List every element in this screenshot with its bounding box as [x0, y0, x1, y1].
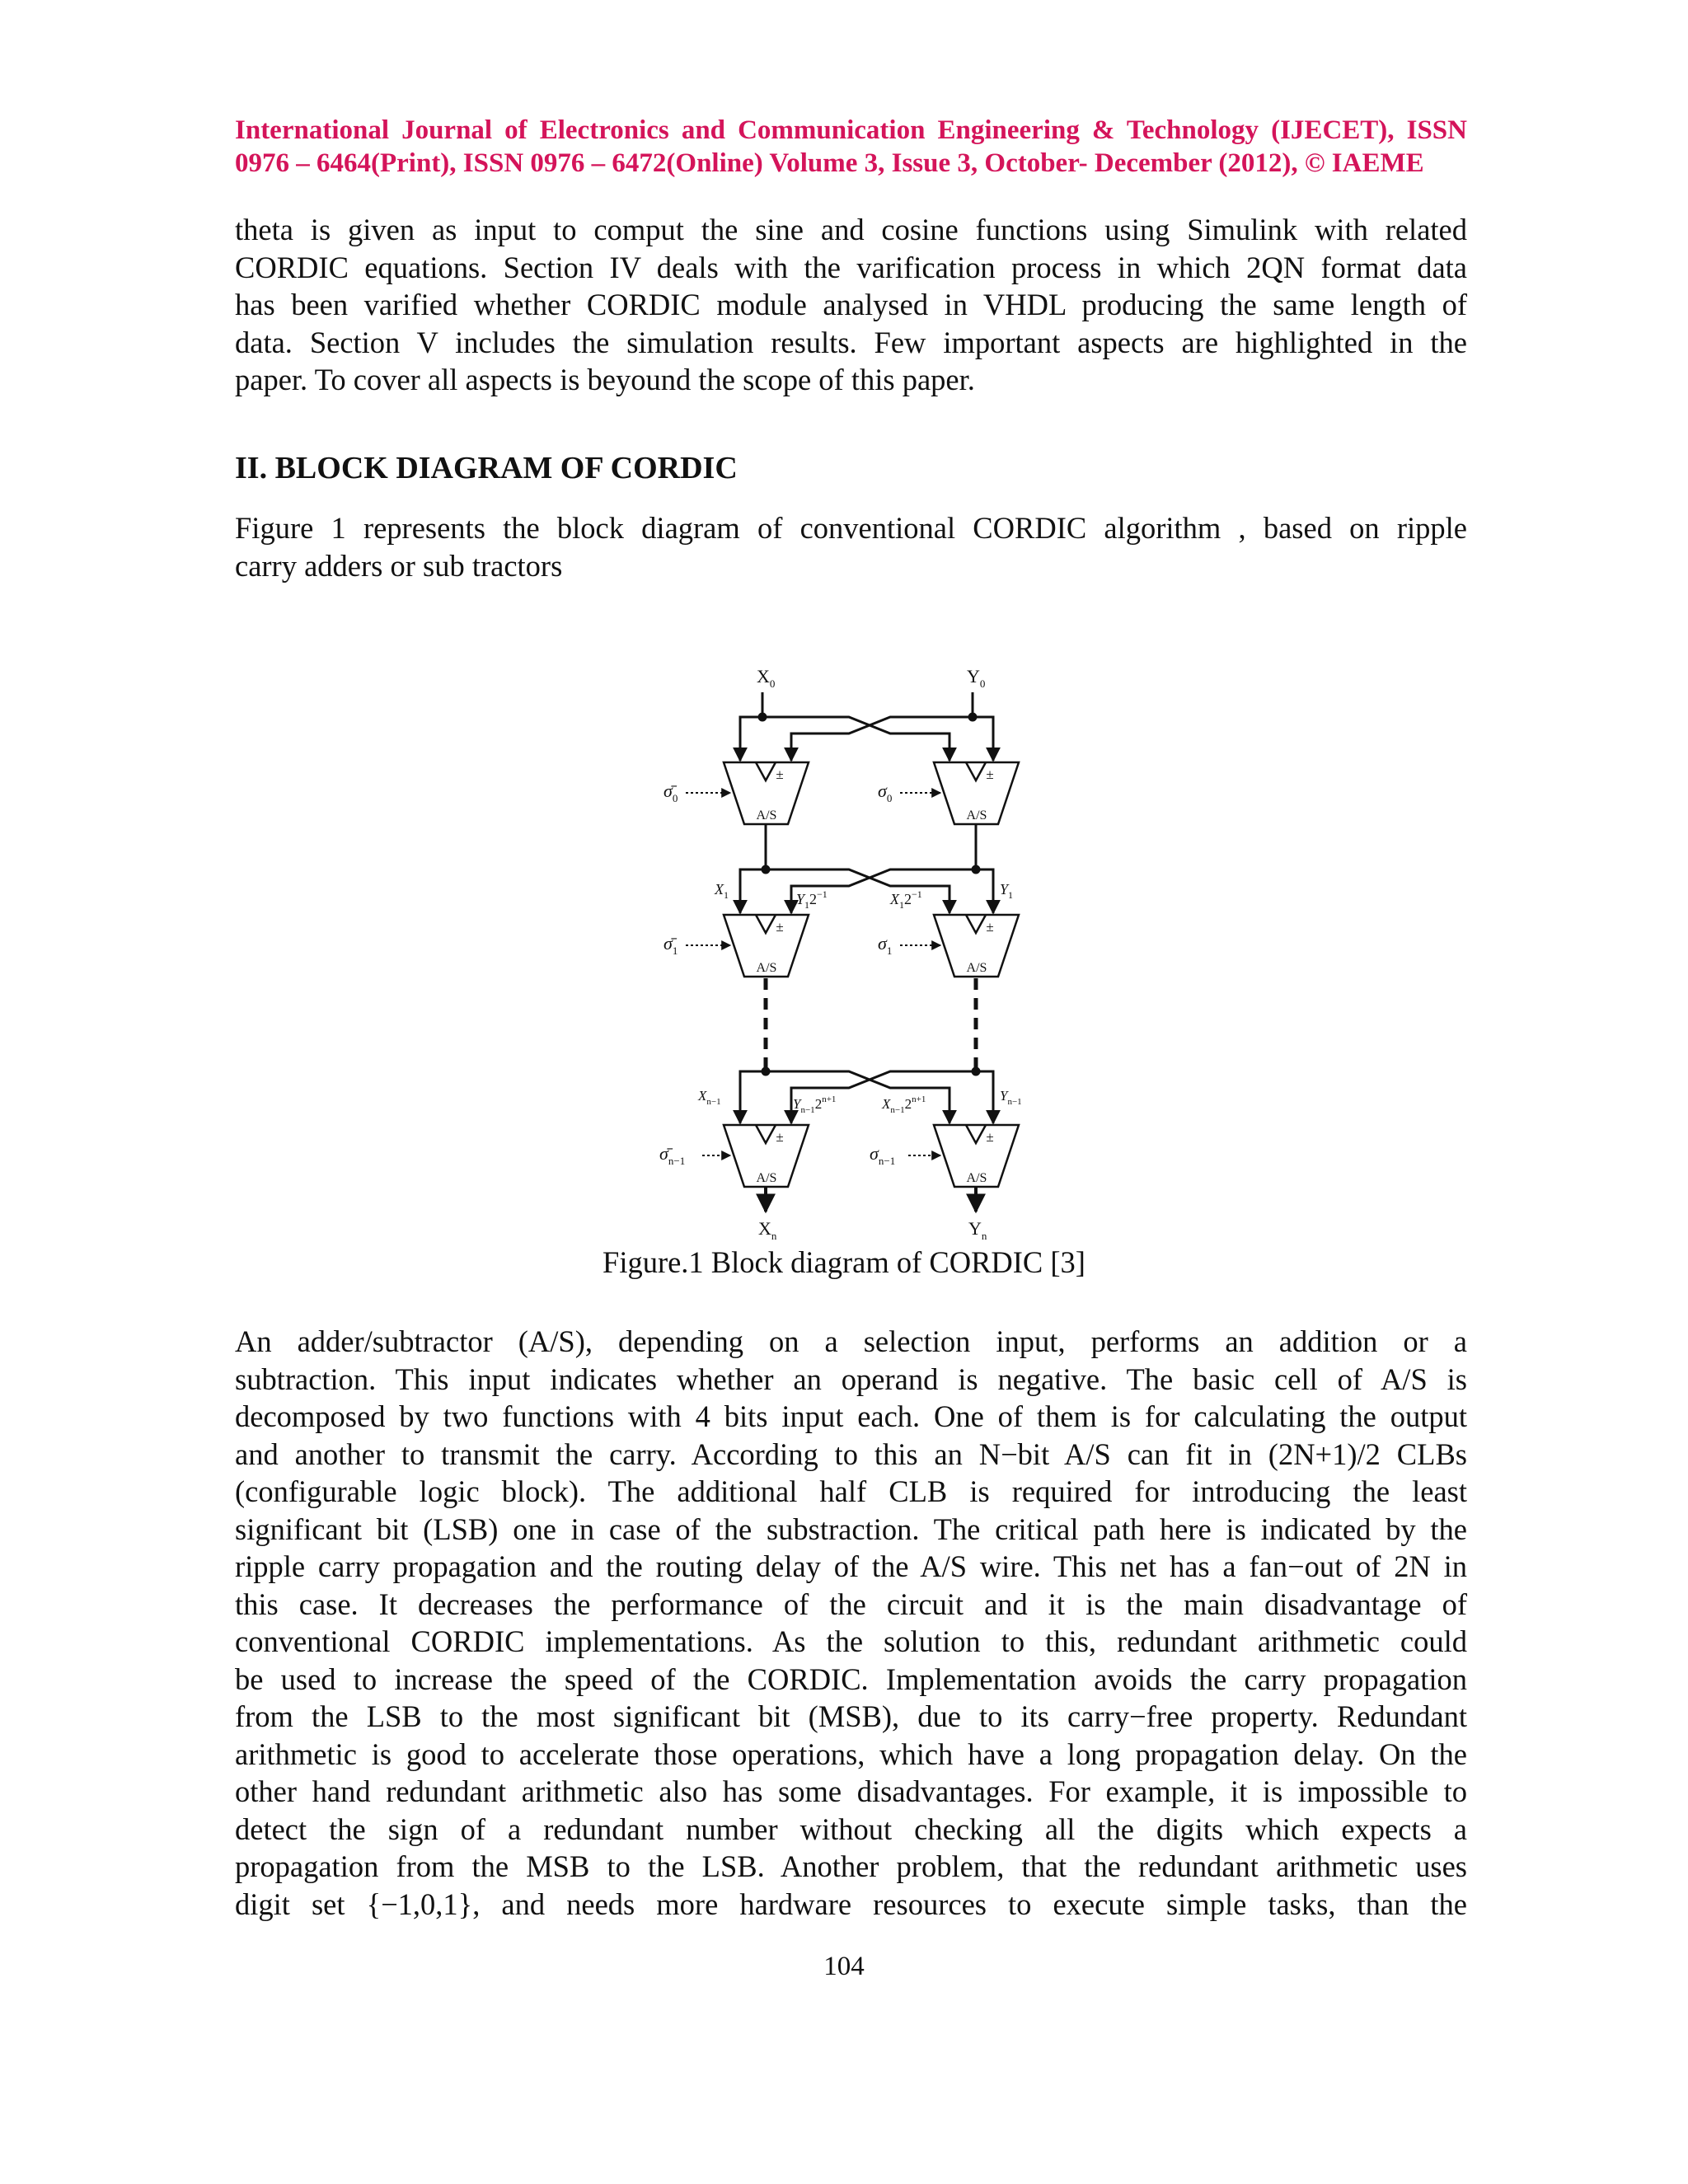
- as-block-label: A/S: [756, 961, 777, 975]
- body-line: propagation from the MSB to the LSB. Another problem, that the redundant arithmetic uses: [235, 1849, 1467, 1883]
- stage1-x-in-label: $X_1$: [715, 881, 729, 901]
- junction-dot: [758, 713, 767, 722]
- body-line: and another to transmit the carry. According to this an N−bit A/S can fit in (2N+1)/2 CLBs: [235, 1436, 1467, 1471]
- stagen-right-notch: [966, 1125, 986, 1143]
- stagen-left-notch: [756, 1125, 776, 1143]
- sigma-bar-0-label: $\sigmā_0$: [663, 780, 678, 804]
- y1-to-right-block: [976, 869, 993, 913]
- sigma-bar-n-label: $\sigmā_{n-1}$: [659, 1143, 686, 1167]
- intro-line: CORDIC equations. Section IV deals with the varification process in which 2QN format data: [235, 250, 1467, 284]
- body-line: from the LSB to the most significant bit (MSB), due to its carry−free property. Redundant: [235, 1699, 1467, 1733]
- body-line: this case. It decreases the performance of the circuit and it is the main disadvantage of: [235, 1586, 1467, 1621]
- junction-dot: [968, 713, 978, 722]
- as-block-label: A/S: [966, 808, 987, 823]
- sigma-n-label: $\sigma_{n-1}$: [870, 1143, 896, 1167]
- y0-to-right-block: [973, 717, 993, 761]
- body-line: decomposed by two functions with 4 bits input each. One of them is for calculating the output: [235, 1399, 1467, 1433]
- body-line: An adder/subtractor (A/S), depending on a selection input, performs an addition or a: [235, 1324, 1467, 1358]
- body-line: other hand redundant arithmetic also has some disadvantages. For example, it is impossible to: [235, 1774, 1467, 1808]
- stage0-left-notch: [756, 762, 776, 780]
- input-x0-label: $X_0$: [757, 666, 776, 690]
- body-line: be used to increase the speed of the CORDIC. Implementation avoids the carry propagation: [235, 1661, 1467, 1696]
- stage1-y-shift-label: $Y_12^{-1}$: [796, 888, 828, 911]
- yn1-to-right-block: [976, 1071, 993, 1123]
- body-line: conventional CORDIC implementations. As the solution to this, redundant arithmetic could: [235, 1624, 1467, 1658]
- pm-sign: ±: [986, 919, 994, 935]
- stage1-left-notch: [756, 915, 776, 933]
- cordic-block-diagram: [635, 655, 1063, 1240]
- body-line: subtraction. This input indicates whether an operand is negative. The basic cell of A/S is: [235, 1361, 1467, 1396]
- body-line: significant bit (LSB) one in case of the substraction. The critical path here is indicated by the: [235, 1511, 1467, 1546]
- figure-caption: Figure.1 Block diagram of CORDIC [3]: [603, 1245, 1085, 1279]
- header-line-2: 0976 – 6464(Print), ISSN 0976 – 6472(Online) Volume 3, Issue 3, October- December (2012), © IAEME: [235, 148, 1424, 178]
- junction-dot: [762, 1067, 771, 1076]
- intro-line: paper. To cover all aspects is beyound the scope of this paper.: [235, 363, 975, 396]
- section-intro-paragraph: [235, 509, 1467, 584]
- intro-paragraph: [235, 211, 1467, 399]
- body-line: digit set {−1,0,1}, and needs more hardware resources to execute simple tasks, than the: [235, 1886, 1467, 1921]
- output-yn-label: $Y_n$: [968, 1218, 987, 1240]
- as-block-label: A/S: [756, 1171, 777, 1185]
- as-block-label: A/S: [756, 808, 777, 823]
- junction-dot: [762, 865, 771, 874]
- journal-header: [235, 114, 1467, 180]
- input-y0-label: $Y_0$: [967, 666, 986, 690]
- stagen-y-shift-label: $Y_{n-1}2^{n+1}$: [793, 1094, 837, 1115]
- intro-line: has been varified whether CORDIC module analysed in VHDL producing the same length of: [235, 288, 1467, 321]
- sigma-1-label: $\sigma_1$: [878, 933, 893, 957]
- stage1-right-notch: [966, 915, 986, 933]
- stagen-x-shift-label: $X_{n-1}2^{n+1}$: [882, 1094, 926, 1115]
- body-line: ripple carry propagation and the routing delay of the A/S wire. This net has a fan−out of 2N in: [235, 1549, 1467, 1583]
- body-line: arithmetic is good to accelerate those operations, which have a long propagation delay. On the: [235, 1736, 1467, 1771]
- stagen-y-in-label: $Y_{n-1}$: [1000, 1088, 1022, 1107]
- x0-to-left-block: [740, 717, 762, 761]
- stage1-x-shift-label: $X_12^{-1}$: [890, 888, 922, 911]
- section-heading: II. BLOCK DIAGRAM OF CORDIC: [235, 451, 738, 485]
- pm-sign: ±: [776, 766, 784, 782]
- body-paragraph: [235, 1323, 1467, 1923]
- stage0-right-notch: [966, 762, 986, 780]
- pm-sign: ±: [776, 1129, 784, 1145]
- page-number: 104: [823, 1952, 865, 1981]
- sigma-bar-1-label: $\sigmā_1$: [663, 933, 678, 957]
- stagen-x-in-label: $X_{n-1}$: [698, 1088, 721, 1107]
- intro-line: data. Section V includes the simulation results. Few important aspects are highlighted in the: [235, 325, 1467, 359]
- section-intro-line: carry adders or sub tractors: [235, 548, 563, 583]
- sigma-0-label: $\sigma_0$: [878, 780, 893, 804]
- output-xn-label: $X_n$: [758, 1218, 777, 1240]
- stage1-y-in-label: $Y_1$: [1000, 881, 1014, 901]
- as-block-label: A/S: [966, 1171, 987, 1185]
- y0-cross-wire: [791, 717, 973, 761]
- pm-sign: ±: [986, 766, 994, 782]
- junction-dot: [972, 1067, 981, 1076]
- xn1-to-left-block: [740, 1071, 766, 1123]
- junction-dot: [972, 865, 981, 874]
- header-line-1: International Journal of Electronics and Communication Engineering & Technology (IJECET), ISSN: [235, 115, 1467, 145]
- as-block-label: A/S: [966, 961, 987, 975]
- intro-line: theta is given as input to comput the sine and cosine functions using Simulink with related: [235, 213, 1467, 246]
- section-intro-line: Figure 1 represents the block diagram of conventional CORDIC algorithm , based on ripple: [235, 511, 1467, 545]
- x1-to-left-block: [740, 869, 766, 913]
- body-line: detect the sign of a redundant number without checking all the digits which expects a: [235, 1811, 1467, 1846]
- pm-sign: ±: [986, 1129, 994, 1145]
- pm-sign: ±: [776, 919, 784, 935]
- body-line: (configurable logic block). The additional half CLB is required for introducing the least: [235, 1474, 1467, 1508]
